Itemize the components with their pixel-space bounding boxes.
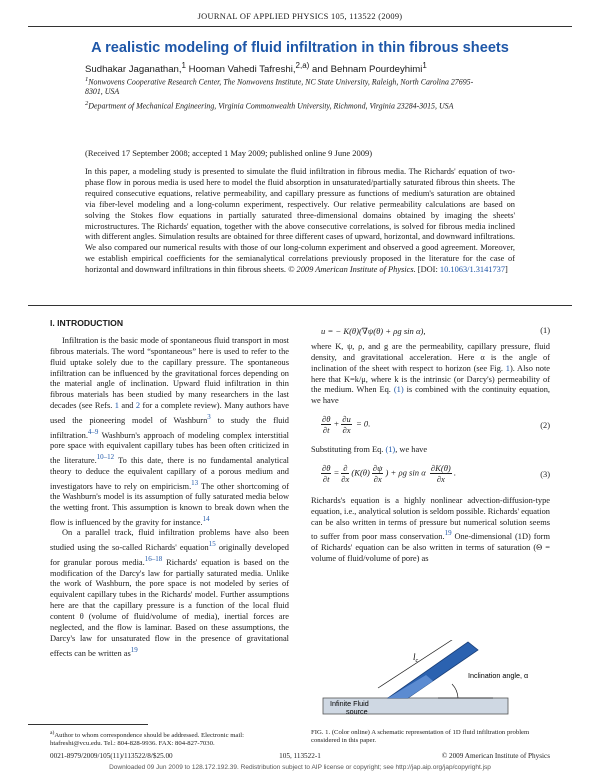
- author-name: Sudhakar Jaganathan,: [85, 64, 182, 76]
- source-label: Infinite Fluid: [330, 699, 369, 708]
- equation-2-body: $\frac{\partial\theta}{\partial t}$ + $\frac{\partial u}{\partial x}$ = 0.: [322, 414, 371, 436]
- ref-link[interactable]: 2: [135, 401, 141, 411]
- equation-3: [311, 460, 550, 492]
- right-paragraph-3: Richards's equation is a highly nonlinear advection-diffusion-type equation, i.e., analytical solution is seldom possible. Richards' equation can be also written in terms of pressure but numerical solution seems to suffer from poor mass conservation.$^{19}$ One-dimensional (1D) form of Richards' equation can be also written in terms of saturation (Θ = volume of fluid/volume of pore) as: [311, 495, 550, 563]
- eq-link[interactable]: (1): [393, 385, 404, 395]
- paper-title: A realistic modeling of fluid infiltration in thin fibrous sheets: [91, 40, 509, 56]
- ref-link[interactable]: 16–18: [144, 554, 163, 563]
- author-sup: 1: [181, 61, 186, 70]
- right-column: [311, 326, 551, 565]
- ref-link[interactable]: 3: [207, 412, 211, 421]
- abstract: [85, 167, 515, 276]
- right-paragraph-1: where K, ψ, ρ, and g are the permeability, capillary pressure, fluid density, and gravitational acceleration. Here α is the angle of inclination of the sheet with respect to horizon (see Fig. 1). Also note here that K=k/μ, where k is the intrinsic (or Darcy's) permeability of the medium. When Eq. (1) is combined with the continuity equation, we have: [311, 342, 551, 406]
- download-notice: Downloaded 09 Jun 2009 to 128.172.192.39. Redistribution subject to AIP license or copyright; see http://jap.aip.org/jap/copyright.jsp: [109, 764, 491, 771]
- author-sup: 2,a): [295, 61, 310, 70]
- figure-1-schematic: [318, 640, 548, 720]
- equation-2: [311, 411, 550, 441]
- author-name: Hooman Vahedi Tafreshi,: [186, 64, 296, 76]
- caption-label: FIG. 1.: [311, 729, 332, 736]
- footer-issn: 0021-8979/2009/105(11)/113522/8/$25.00: [50, 752, 173, 760]
- author-list: [85, 61, 427, 75]
- source-label-2: source: [346, 707, 368, 716]
- affiliation-text: Department of Mechanical Engineering, Virginia Commonwealth University, Richmond, Virginia 23284-3015, USA: [88, 101, 454, 111]
- fig-link[interactable]: 1: [505, 363, 510, 373]
- intro-paragraph-2: On a parallel track, fluid infiltration problems have also been studied using the so-called Richards' equation$^{15}$ originally developed for granular porous media.$^{16-18}$ Richards' equation is based on the modification of the Darcy's law for partially saturated media. Unlike the work of Washburn, the pore space is not modeled by series of equivalent capillary tubes in the Richards' model. Further assumptions here are that the capillary pressure is a function of the local fluid content θ (volume of fluid/volume of media), inertial forces are neglected, and the flow is laminar. Based on these assumptions, the Darcy's law for unsaturated flow in the presence of gravitational effects can be written as$^{19}$: [50, 528, 289, 658]
- right-paragraph-2: Substituting from Eq. (1), we have: [311, 445, 428, 455]
- intro-paragraph-1: Infiltration is the basic mode of spontaneous fluid transport in most fibrous materials. The word “spontaneous” here is used to refer to the fluid uptake solely due to the capillary pressure. The spontaneous infiltration can be influenced by the gravitational forces depending on the material angle of inclination. Upward fluid infiltration in thin fibrous materials has been studied by many researchers in the last decades (see Refs. 1 and 2 for a complete review). Many authors have used the pioneering model of Washburn$^3$ to study the fluid infiltration.$^{4-9}$ Washburn's approach of modeling complex interstitial pore space with equivalent capillary tubes has been often criticized in the literature.$^{10-12}$ To this date, there is no fundamental analytical theory to deduce the equivalent capillary of a porous medium and investigators have to rely on empiricism.$^{13}$ The other shortcoming of the Washburn's model is its assumption of fully saturated media below the wetting front. This assumption is known to break down when the flow is influenced by the gravity for instance.$^{14}$: [50, 336, 289, 527]
- doi-suffix: ]: [505, 265, 508, 275]
- angle-arc: [452, 684, 458, 698]
- section-heading: I. INTRODUCTION: [50, 318, 124, 328]
- wetted-region: [388, 675, 433, 698]
- abstract-text: In this paper, a modeling study is presented to simulate the fluid infiltration in fibrous media. The Richards' equation of two-phase flow in porous media is used here to model the fluid absorption in unsaturated/partially saturated fibrous thin sheets. The required consecutive equations, relative permeability, and capillary pressure as functions of medium's saturation are obtained via fiber-level modeling and a long-column experiment, respectively. Our relative permeability calculations are based on solving the Stokes flow equations in partially saturated three-dimensional domains obtained by imaging the sheets' microstructures. The Richards' equation, together with the above consecutive correlations, is solved for fibrous media inclined with different angles. Simulation results are obtained for three different cases of upward, horizontal, and downward infiltrations. We also compared our numerical results with those of our long-column experiment and observed a good agreement. Moreover, we establish empirical coefficients for the semianalytical correlations previously proposed in the literature for the case of horizontal and downward infiltrations in thin fibrous sheets.: [85, 167, 515, 275]
- ref-link[interactable]: 10–12: [96, 453, 115, 462]
- received-dates: (Received 17 September 2008; accepted 1 May 2009; published online 9 June 2009): [85, 148, 373, 158]
- left-column: [50, 336, 289, 659]
- copyright-notice: © 2009 American Institute of Physics.: [288, 265, 416, 275]
- caption-text: (Color online) A schematic representation of 1D fluid infiltration problem considered in this paper.: [311, 729, 530, 744]
- equation-number: (1): [540, 326, 550, 335]
- equation-1: [311, 326, 550, 342]
- equation-1-body: u = − K(θ)(∇ψ(θ) + ρg sin α),: [321, 326, 426, 336]
- doi-link[interactable]: 10.1063/1.3141737: [439, 265, 506, 275]
- footnote: [50, 729, 290, 748]
- abstract-rule: [28, 305, 572, 306]
- footer-copyright: © 2009 American Institute of Physics: [441, 752, 550, 760]
- figure-caption: [311, 729, 551, 745]
- footnote-sup: a): [50, 730, 55, 736]
- affiliation-2: [85, 99, 485, 111]
- affiliation-text: Nonwovens Cooperative Research Center, The Nonwovens Institute, NC State University, Raleigh, North Carolina 27695-8301, USA: [85, 77, 474, 97]
- equation-number: (3): [540, 469, 550, 479]
- ref-link[interactable]: 19: [130, 645, 138, 654]
- footnote-rule: [28, 724, 148, 725]
- author-name: and Behnam Pourdeyhimi: [309, 64, 423, 76]
- footnote-text: Author to whom correspondence should be addressed. Electronic mail: htafreshi@vcu.edu. Tel.: 804-828-9936. FAX: 804-827-7030.: [50, 732, 244, 748]
- ref-link[interactable]: 4–9: [87, 427, 99, 436]
- affiliation-sup: 2: [85, 100, 89, 107]
- angle-label: Inclination angle, α: [468, 671, 529, 680]
- doi-prefix: [DOI:: [417, 265, 440, 275]
- affiliation-sup: 1: [85, 76, 89, 83]
- ref-link[interactable]: 15: [208, 540, 216, 549]
- header-rule: [28, 26, 572, 27]
- equation-number: (2): [540, 421, 550, 431]
- journal-header: JOURNAL OF APPLIED PHYSICS 105, 113522 (2009): [197, 12, 403, 21]
- equation-3-body: $\frac{\partial\theta}{\partial t}$ = $\frac{\partial}{\partial x}$ (K(θ) $\frac{\partial\psi}{\partial x}$ ) + ρg sin α $\frac{\partial K(\theta)}{\partial x}$ .: [322, 462, 456, 484]
- ref-link[interactable]: 19: [444, 529, 452, 538]
- ref-link[interactable]: 14: [202, 514, 210, 523]
- affiliation-1: [85, 75, 485, 97]
- author-sup: 1: [422, 61, 427, 70]
- footer-page: 105, 113522-1: [279, 752, 321, 760]
- fibrous-sheet-strip: [388, 642, 478, 698]
- ref-link[interactable]: 1: [114, 401, 119, 411]
- ref-link[interactable]: 13: [191, 478, 199, 487]
- lc-label: $l_c$: [413, 652, 419, 664]
- eq-link[interactable]: (1): [385, 445, 396, 455]
